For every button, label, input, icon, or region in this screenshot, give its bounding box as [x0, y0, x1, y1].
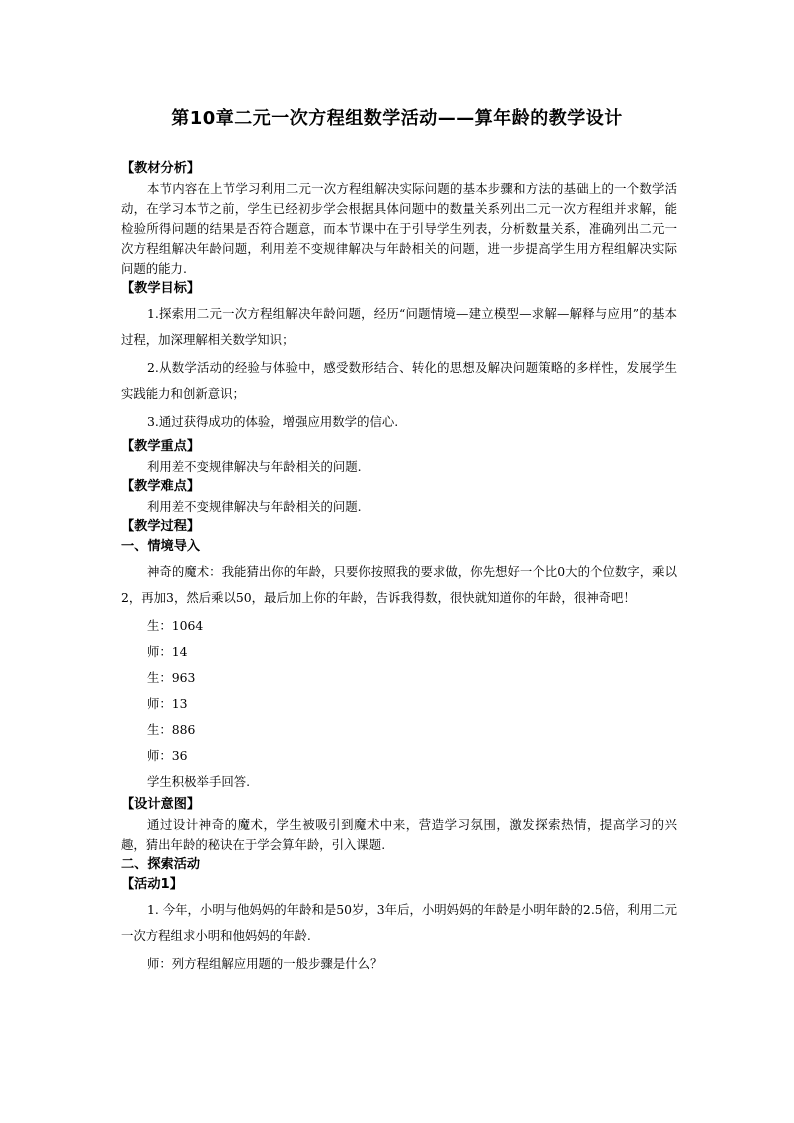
- difficulty-heading: 【教学难点】: [121, 479, 201, 494]
- analysis-heading: 【教材分析】: [121, 161, 201, 176]
- difficulty-text: 利用差不变规律解决与年龄相关的问题.: [147, 499, 362, 514]
- dialogue-line: 生：963: [147, 670, 196, 685]
- goal-3: 3.通过获得成功的体验，增强应用数学的信心.: [147, 414, 399, 429]
- design-intent-heading: 【设计意图】: [121, 797, 201, 812]
- key-points-heading: 【教学重点】: [121, 439, 201, 454]
- dialogue-line: 生：886: [147, 722, 196, 737]
- activity1-heading: 【活动1】: [121, 877, 183, 892]
- goals-heading: 【教学目标】: [121, 281, 201, 296]
- goal-1: 1.探索用二元一次方程组解决年龄问题，经历“问题情境—建立模型—求解—解释与应用”的基本过程，加深理解相关数学知识；: [121, 306, 677, 347]
- magic-paragraph: 神奇的魔术：我能猜出你的年龄，只要你按照我的要求做，你先想好一个比0大的个位数字，乘以2，再加3，然后乘以50，最后加上你的年龄，告诉我得数，很快就知道你的年龄，很神奇吧！: [121, 564, 677, 605]
- dialogue-line: 师：14: [147, 644, 188, 659]
- design-intent-paragraph: 通过设计神奇的魔术，学生被吸引到魔术中来，营造学习氛围，激发探索热情，提高学习的兴趣，猜出年龄的秘诀在于学会算年龄，引入课题.: [121, 817, 677, 852]
- dialogue-line: 师：13: [147, 696, 188, 711]
- teacher-question: 师：列方程组解应用题的一般步骤是什么？: [147, 956, 383, 971]
- analysis-paragraph: 本节内容在上节学习利用二元一次方程组解决实际问题的基本步骤和方法的基础上的一个数学活动，在学习本节之前，学生已经初步学会根据具体问题中的数量关系列出二元一次方程组并求解，能检验所得问题的结果是否符合题意，而本节课中在于引导学生列表，分析数量关系，准确列出二元一次方程组解决年龄问题，利用差不变规律解决与年龄相关的问题，进一步提高学生用方程组解决实际问题的能力.: [121, 181, 677, 276]
- dialogue-line: 师：36: [147, 748, 188, 763]
- goal-2: 2.从数学活动的经验与体验中，感受数形结合、转化的思想及解决问题策略的多样性，发展学生实践能力和创新意识；: [121, 360, 677, 401]
- document-body: [121, 159, 677, 979]
- document-title: 第10章二元一次方程组数学活动——算年龄的教学设计: [171, 108, 623, 129]
- process-heading: 【教学过程】: [121, 519, 201, 534]
- dialogue-line: 生：1064: [147, 618, 204, 633]
- part1-heading: 一、情境导入: [121, 539, 201, 554]
- students-answer-line: 学生积极举手回答.: [147, 774, 251, 789]
- key-points-text: 利用差不变规律解决与年龄相关的问题.: [147, 459, 362, 474]
- part2-heading: 二、探索活动: [121, 857, 201, 872]
- activity1-paragraph: 1. 今年，小明与他妈妈的年龄和是50岁，3年后，小明妈妈的年龄是小明年龄的2.5倍，利用二元一次方程组求小明和他妈妈的年龄.: [121, 902, 677, 943]
